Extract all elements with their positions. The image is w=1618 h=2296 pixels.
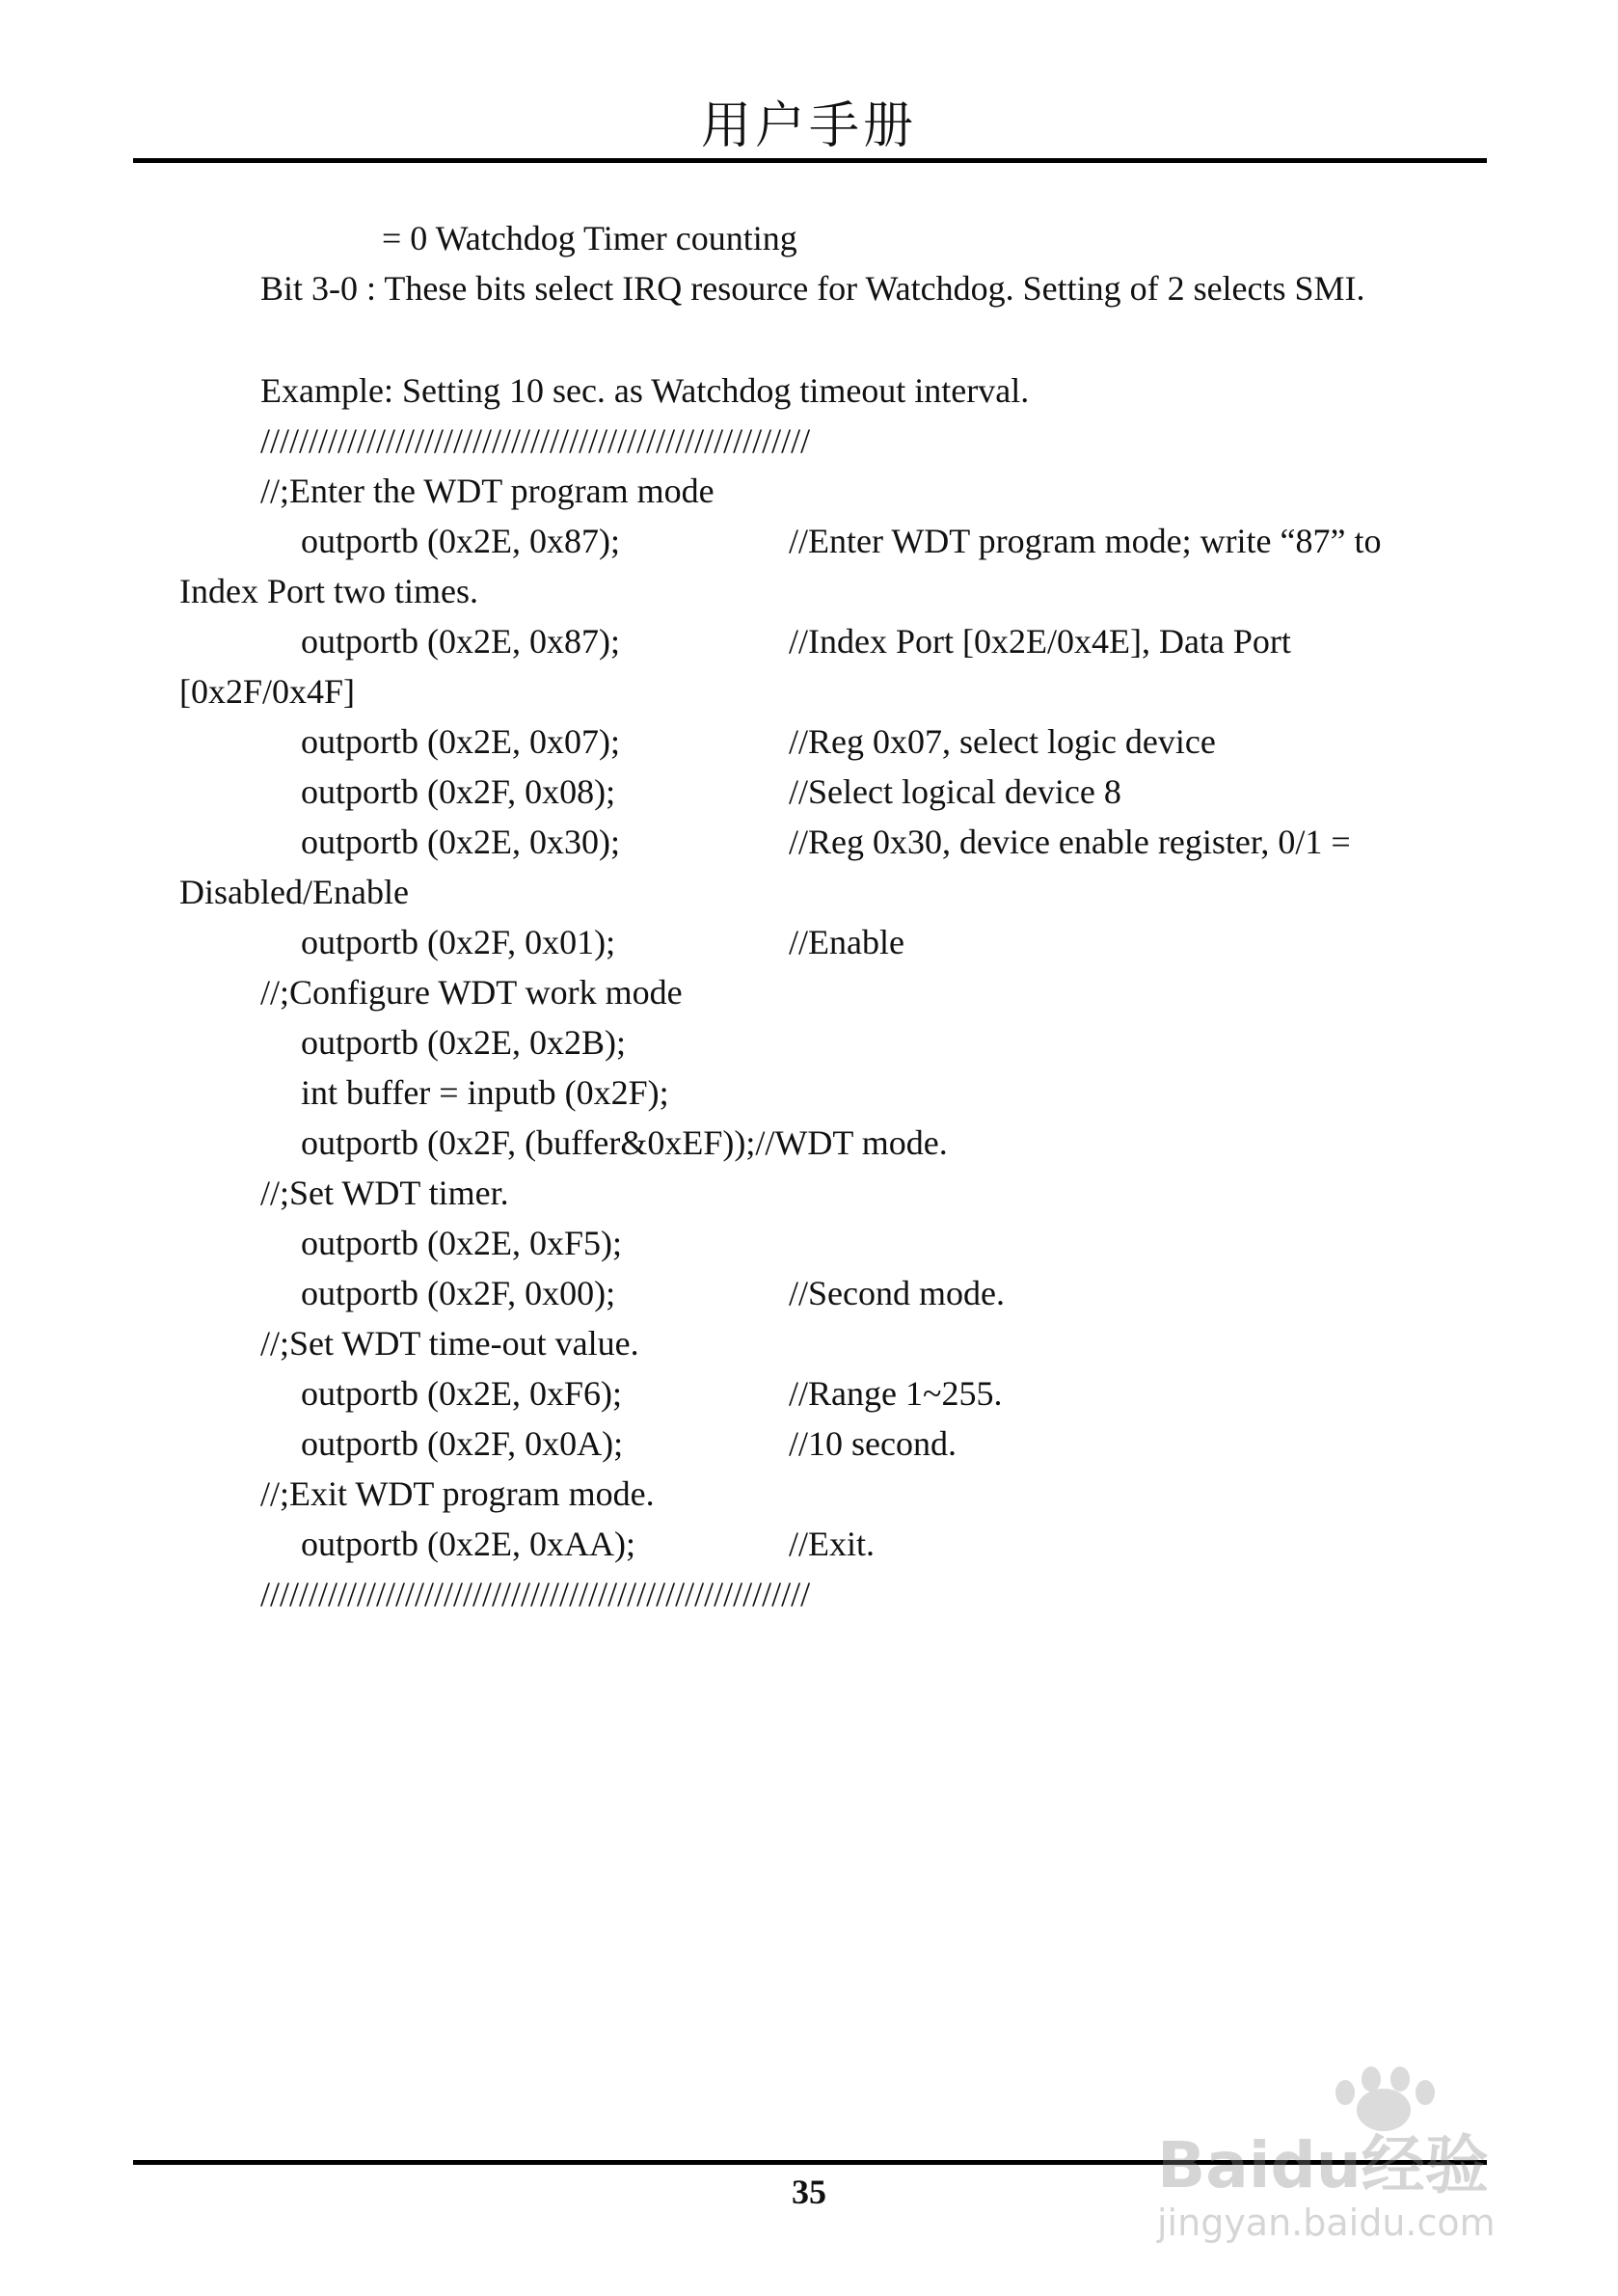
page-title: 用户手册	[700, 97, 917, 155]
code-line: outportb (0x2E, 0xAA);	[301, 1525, 635, 1563]
code-comment: //Select logical device 8	[789, 772, 1121, 811]
code-comment: //Second mode.	[789, 1274, 1005, 1312]
code-line: outportb (0x2F, 0x00);	[301, 1274, 616, 1312]
code-separator: /////////////////////////////////////////////////////////	[260, 1575, 811, 1613]
code-comment-line: //;Exit WDT program mode.	[260, 1474, 655, 1513]
code-line: outportb (0x2E, 0xF6);	[301, 1374, 622, 1413]
code-line: outportb (0x2E, 0x87);	[301, 622, 620, 661]
watermark-url: jingyan.baidu.com	[1157, 2201, 1496, 2244]
code-line: outportb (0x2E, 0x87);	[301, 522, 620, 560]
code-comment-wrap: [0x2F/0x4F]	[179, 672, 356, 711]
code-line: int buffer = inputb (0x2F);	[301, 1073, 669, 1112]
code-line: outportb (0x2E, 0x2B);	[301, 1023, 626, 1062]
code-comment: //10 second.	[789, 1424, 957, 1463]
code-comment: //Enable	[789, 923, 904, 961]
code-comment-line: //;Set WDT timer.	[260, 1174, 509, 1212]
code-comment-line: //;Enter the WDT program mode	[260, 472, 715, 510]
header-rule	[133, 158, 1487, 163]
code-line: outportb (0x2E, 0x07);	[301, 722, 620, 761]
code-comment: //Range 1~255.	[789, 1374, 1003, 1413]
code-comment: //Enter WDT program mode; write “87” to	[789, 522, 1382, 560]
code-comment: //Reg 0x30, device enable register, 0/1 =	[789, 823, 1351, 861]
code-separator: /////////////////////////////////////////////////////////	[260, 421, 811, 460]
code-line: outportb (0x2F, 0x01);	[301, 923, 616, 961]
code-line: outportb (0x2F, (buffer&0xEF));//WDT mode.	[301, 1123, 948, 1162]
code-line: outportb (0x2E, 0x30);	[301, 823, 620, 861]
baidu-watermark	[1147, 2064, 1533, 2247]
code-line: outportb (0x2F, 0x08);	[301, 772, 616, 811]
code-comment: //Exit.	[789, 1525, 875, 1563]
bit-desc-line: Bit 3-0 : These bits select IRQ resource for Watchdog. Setting of 2 selects SMI.	[260, 269, 1365, 308]
code-comment-line: //;Configure WDT work mode	[260, 973, 683, 1012]
bit-desc-line: = 0 Watchdog Timer counting	[382, 219, 797, 257]
example-intro: Example: Setting 10 sec. as Watchdog timeout interval.	[260, 371, 1030, 410]
code-comment-wrap: Index Port two times.	[179, 572, 478, 610]
code-comment: //Reg 0x07, select logic device	[789, 722, 1216, 761]
code-comment: //Index Port [0x2E/0x4E], Data Port	[789, 622, 1291, 661]
code-comment-wrap: Disabled/Enable	[179, 873, 409, 911]
page-number: 35	[792, 2173, 826, 2211]
watermark-logo-text: Baidu经验	[1157, 2128, 1489, 2202]
paw-icon	[1335, 2066, 1435, 2131]
code-comment-line: //;Set WDT time-out value.	[260, 1324, 639, 1363]
code-line: outportb (0x2E, 0xF5);	[301, 1224, 622, 1262]
code-line: outportb (0x2F, 0x0A);	[301, 1424, 624, 1463]
